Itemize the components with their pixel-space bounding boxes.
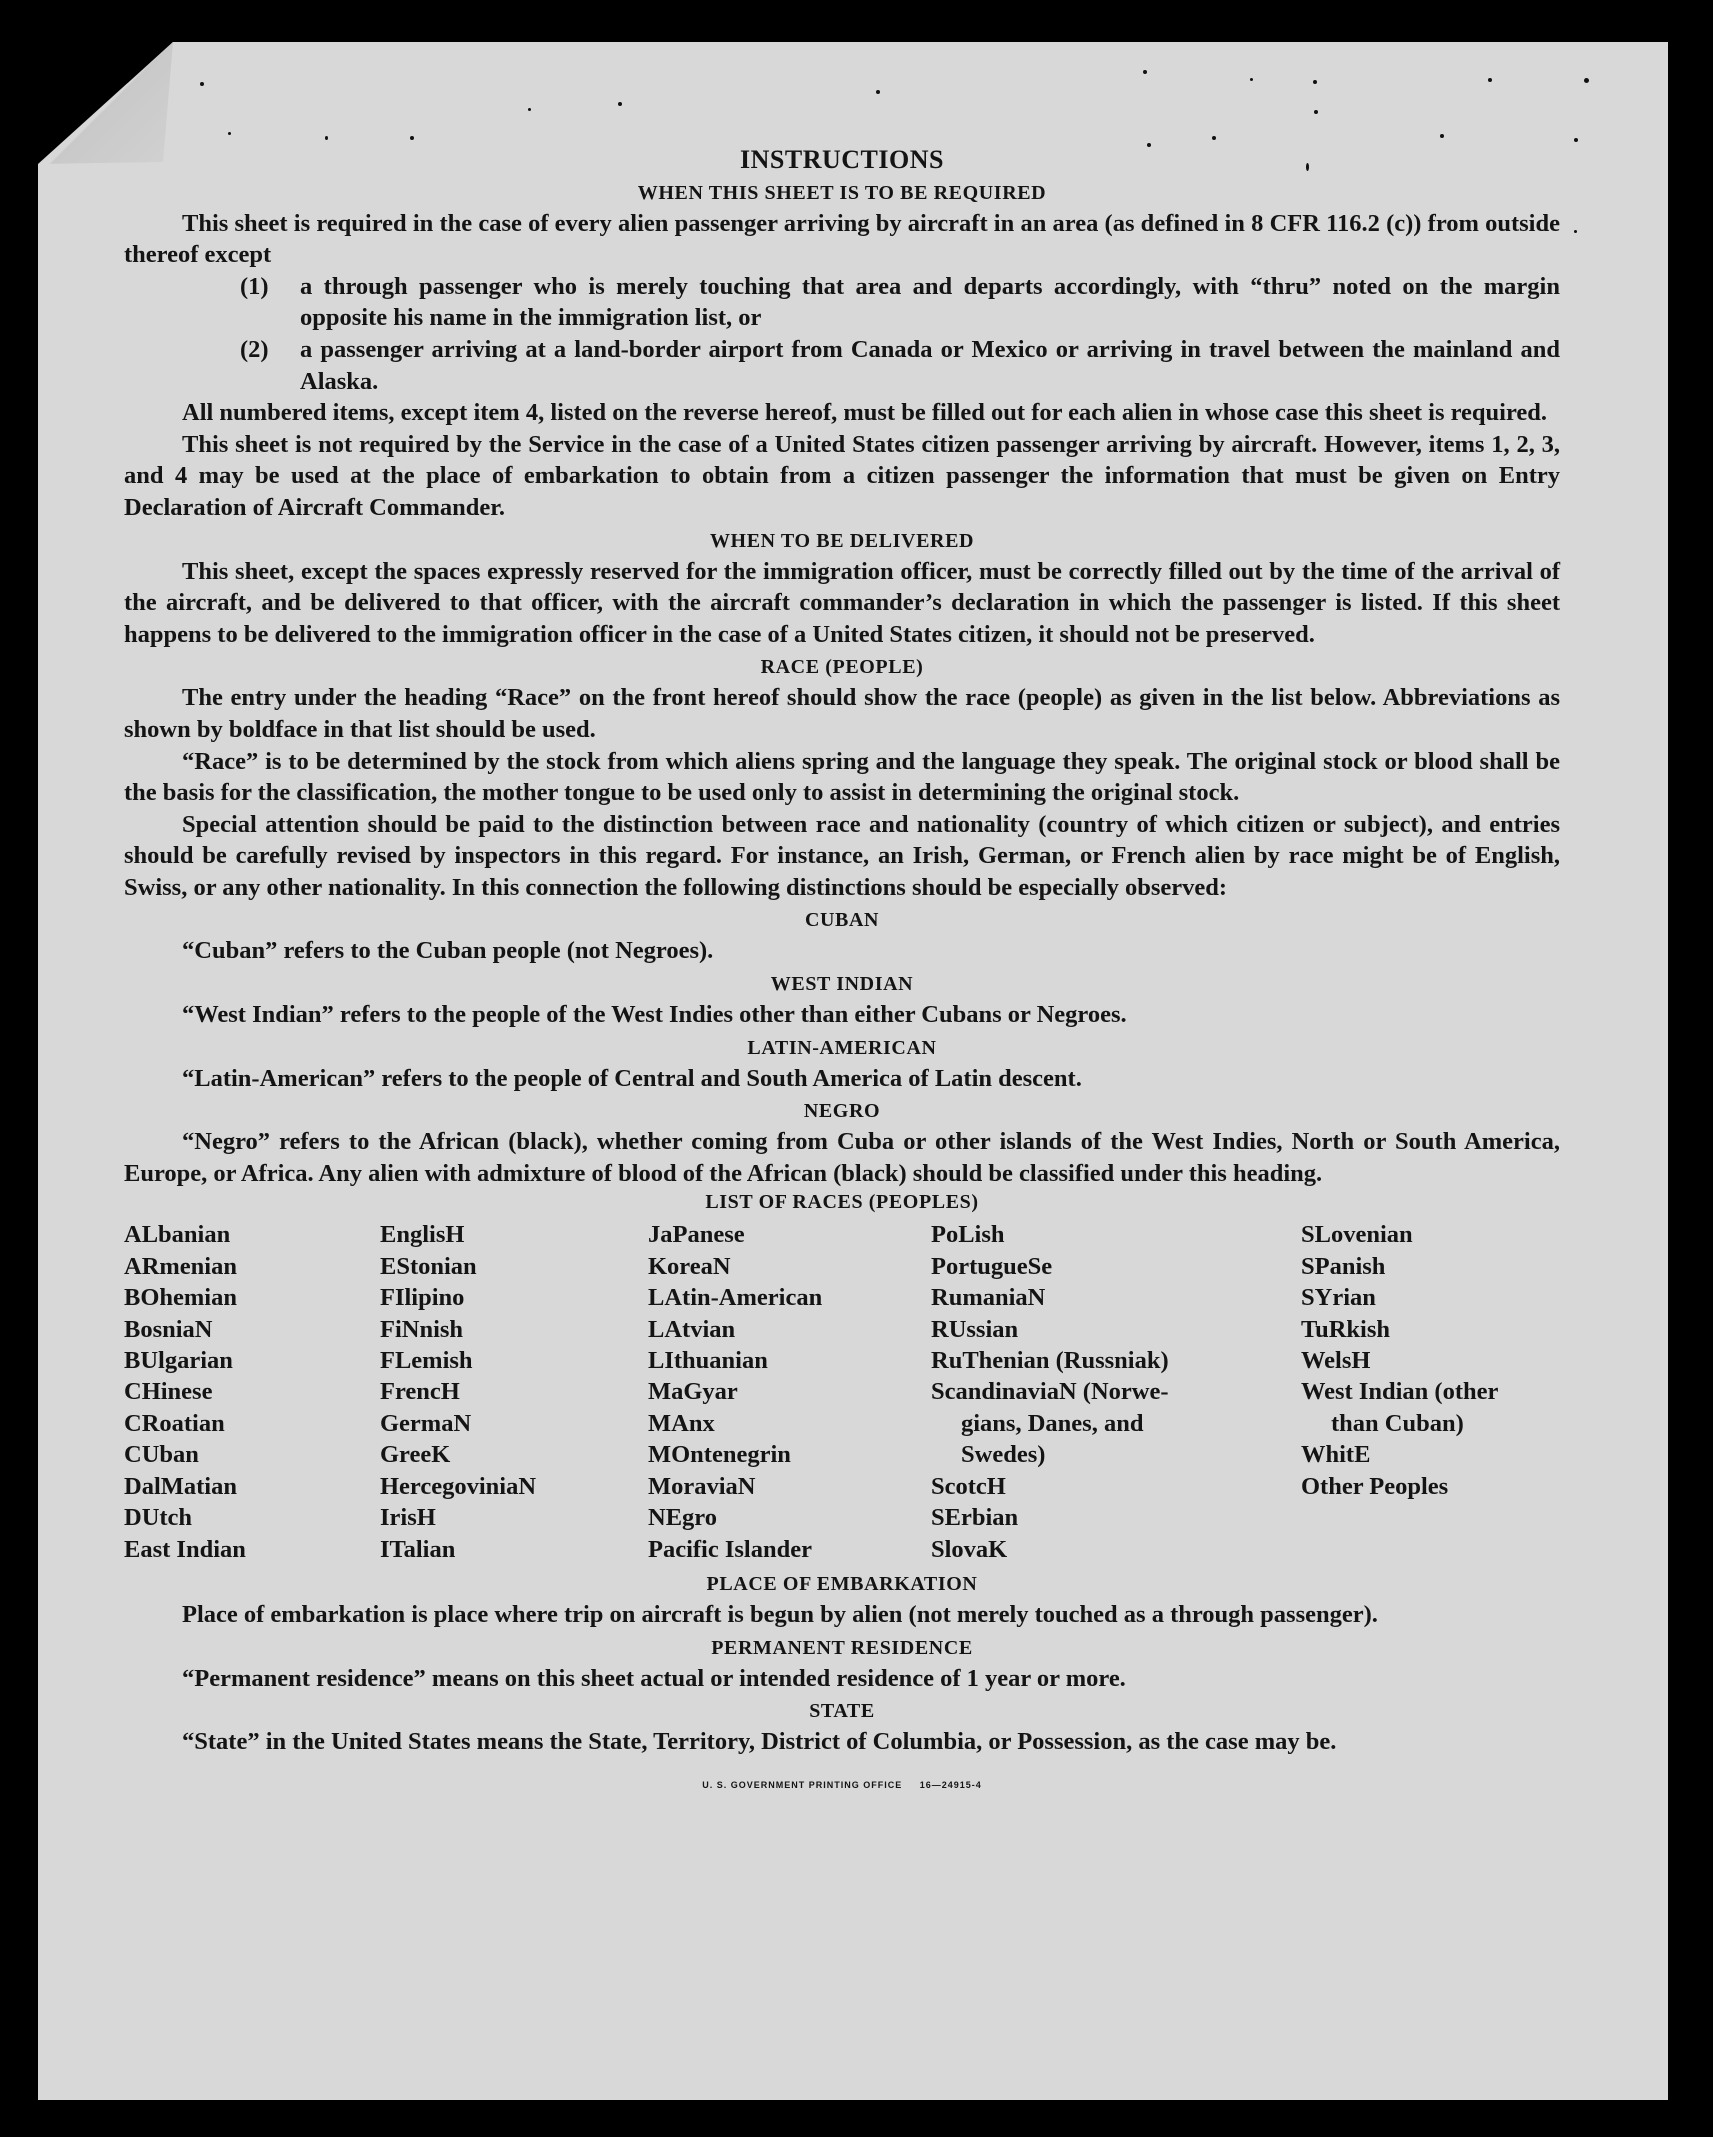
race-item: SErbian xyxy=(931,1504,1019,1532)
race-item: West Indian (other xyxy=(1301,1378,1499,1406)
speck xyxy=(1250,78,1253,81)
race-item: FIlipino xyxy=(380,1284,465,1312)
paragraph: The entry under the heading “Race” on the front hereof should show the race (people) as given in the list below. Abbreviations as shown by boldface in that list should be used. xyxy=(124,684,1560,743)
speck xyxy=(1306,163,1309,171)
speck xyxy=(618,102,622,106)
race-item: SlovaK xyxy=(931,1535,1008,1563)
race-item: Swedes) xyxy=(961,1441,1046,1469)
paragraph: All numbered items, except item 4, listed on the reverse hereof, must be filled out for each alien in whose case this sheet is required. xyxy=(182,399,1548,427)
race-item: FLemish xyxy=(380,1347,473,1375)
list-item xyxy=(240,334,1560,397)
race-item: KoreaN xyxy=(648,1252,731,1280)
heading-latin-american: LATIN-AMERICAN xyxy=(747,1036,937,1059)
race-item: MAnx xyxy=(648,1409,715,1437)
race-item: than Cuban) xyxy=(1331,1409,1464,1437)
race-item: HercegoviniaN xyxy=(380,1472,537,1500)
race-item: ScandinaviaN (Norwe- xyxy=(931,1378,1169,1406)
speck xyxy=(325,136,328,140)
speck xyxy=(1574,138,1578,142)
printer-imprint: U. S. GOVERNMENT PRINTING OFFICE 16—24915-4 xyxy=(702,1779,982,1790)
paragraph: “Race” is to be determined by the stock from which aliens spring and the language they speak. The original stock or blood shall be the basis for the classification, the mother tongue to be used only to assist in determining the original stock. xyxy=(124,747,1560,807)
race-item: SYrian xyxy=(1301,1284,1376,1312)
race-item: MoraviaN xyxy=(648,1472,756,1500)
paragraph: This sheet is required in the case of every alien passenger arriving by aircraft in an area (as defined in 8 CFR 116.2 (c)) from outside thereof except xyxy=(124,209,1560,269)
speck xyxy=(1147,143,1151,147)
race-item: GermaN xyxy=(380,1409,472,1437)
item-text: a passenger arriving at a land-border airport from Canada or Mexico or arriving in travel between the mainland and Alaska. xyxy=(300,335,1560,395)
race-item: ALbanian xyxy=(124,1221,231,1249)
paragraph: “Negro” refers to the African (black), whether coming from Cuba or other islands of the West Indies, North or South America, Europe, or Africa. Any alien with admixture of blood of the African (black) should be classified under this heading. xyxy=(124,1128,1560,1187)
race-item: GreeK xyxy=(380,1441,451,1469)
paragraph: “Permanent residence” means on this sheet actual or intended residence of 1 year or more. xyxy=(182,1664,1126,1692)
speck xyxy=(1212,136,1216,140)
race-item: RuThenian (Russniak) xyxy=(931,1347,1169,1375)
race-item: SLovenian xyxy=(1301,1221,1413,1249)
race-item: Other Peoples xyxy=(1301,1472,1449,1500)
race-item: BosniaN xyxy=(124,1315,213,1343)
speck xyxy=(1143,70,1147,74)
instructions-content xyxy=(124,140,1560,1801)
race-item: CUban xyxy=(124,1441,199,1469)
races-column-1 xyxy=(124,1219,380,1564)
races-list xyxy=(124,1219,1560,1564)
race-item: NEgro xyxy=(648,1504,717,1532)
race-item: TuRkish xyxy=(1301,1315,1391,1343)
race-item: CRoatian xyxy=(124,1409,225,1437)
heading-embarkation: PLACE OF EMBARKATION xyxy=(706,1572,978,1595)
race-item: LAtin-American xyxy=(648,1284,823,1312)
race-item: WelsH xyxy=(1301,1347,1371,1375)
heading-negro: NEGRO xyxy=(803,1100,881,1123)
race-item: JaPanese xyxy=(648,1221,745,1249)
race-item: BOhemian xyxy=(124,1284,237,1312)
paragraph: This sheet, except the spaces expressly reserved for the immigration officer, must be correctly filled out by the time of the arrival of the aircraft, and be delivered to that officer, with the aircraft commander’s declaration in which the passenger is listed. If this sheet happens to be delivered to the immigration officer in the case of a United States citizen, it should not be preserved. xyxy=(124,557,1560,648)
race-item: DUtch xyxy=(124,1504,193,1532)
race-item: EnglisH xyxy=(380,1221,465,1249)
race-item: FiNnish xyxy=(380,1315,464,1343)
paragraph: “Latin-American” refers to the people of Central and South America of Latin descent. xyxy=(182,1064,1082,1092)
heading-state: STATE xyxy=(809,1700,875,1723)
race-item: FrencH xyxy=(380,1378,460,1406)
item-number: (1) xyxy=(240,272,269,300)
race-item: ARmenian xyxy=(124,1252,237,1280)
heading-races-list: LIST OF RACES (PEOPLES) xyxy=(705,1191,979,1214)
paragraph: “Cuban” refers to the Cuban people (not Negroes). xyxy=(182,937,714,965)
race-item: PoLish xyxy=(931,1221,1005,1249)
race-item: LIthuanian xyxy=(648,1347,768,1375)
races-column-4 xyxy=(931,1219,1301,1564)
race-item: East Indian xyxy=(124,1535,246,1563)
heading-when-required: WHEN THIS SHEET IS TO BE REQUIRED xyxy=(637,181,1047,204)
race-item: RUssian xyxy=(931,1315,1019,1343)
race-item: IrisH xyxy=(380,1504,436,1532)
heading-race: RACE (PEOPLE) xyxy=(760,656,924,679)
item-number: (2) xyxy=(240,335,269,363)
page-title: INSTRUCTIONS xyxy=(740,145,944,174)
races-column-3 xyxy=(648,1219,931,1564)
race-item: LAtvian xyxy=(648,1315,736,1343)
race-item: MaGyar xyxy=(648,1378,738,1406)
race-item: gians, Danes, and xyxy=(961,1409,1144,1437)
speck xyxy=(1488,78,1492,82)
speck xyxy=(228,132,231,135)
speck xyxy=(1440,134,1444,138)
speck xyxy=(528,108,531,111)
paragraph: “State” in the United States means the State, Territory, District of Columbia, or Possession, as the case may be. xyxy=(182,1728,1337,1756)
speck xyxy=(876,90,880,94)
heading-cuban: CUBAN xyxy=(804,909,880,932)
speck xyxy=(1314,110,1318,114)
speck xyxy=(1574,230,1577,233)
race-item: RumaniaN xyxy=(931,1284,1046,1312)
speck xyxy=(1584,78,1589,83)
race-item: PortugueSe xyxy=(931,1252,1053,1280)
race-item: MOntenegrin xyxy=(648,1441,791,1469)
race-item: SPanish xyxy=(1301,1252,1386,1280)
race-item: Pacific Islander xyxy=(648,1535,812,1563)
item-text: a through passenger who is merely touching that area and departs accordingly, with “thru” noted on the margin opposite his name in the immigration list, or xyxy=(300,272,1560,332)
paragraph: Special attention should be paid to the distinction between race and nationality (country of which citizen or subject), and entries should be carefully revised by inspectors in this regard. For instance, an Irish, German, or French alien by race might be of English, Swiss, or any other nationality. In this connection the following distinctions should be especially observed: xyxy=(124,810,1560,901)
paragraph: This sheet is not required by the Service in the case of a United States citizen passenger arriving by aircraft. However, items 1, 2, 3, and 4 may be used at the place of embarkation to obtain from a citizen passenger the information that must be given on Entry Declaration of Aircraft Commander. xyxy=(124,430,1560,521)
race-item: ScotcH xyxy=(931,1472,1006,1500)
paragraph: “West Indian” refers to the people of the West Indies other than either Cubans or Negroes. xyxy=(182,1001,1127,1029)
heading-residence: PERMANENT RESIDENCE xyxy=(711,1636,973,1659)
heading-when-delivered: WHEN TO BE DELIVERED xyxy=(709,529,975,552)
races-column-2 xyxy=(380,1219,648,1564)
race-item: CHinese xyxy=(124,1378,213,1406)
race-item: ITalian xyxy=(380,1535,456,1563)
speck xyxy=(1313,80,1317,84)
speck xyxy=(200,82,204,86)
paragraph: Place of embarkation is place where trip on aircraft is begun by alien (not merely touched as a through passenger). xyxy=(182,1600,1378,1628)
race-item: EStonian xyxy=(380,1252,477,1280)
list-item xyxy=(240,271,1560,334)
races-column-5 xyxy=(1301,1219,1560,1564)
race-item: WhitE xyxy=(1301,1441,1371,1469)
race-item: BUlgarian xyxy=(124,1347,233,1375)
race-item: DalMatian xyxy=(124,1472,237,1500)
speck xyxy=(410,136,414,140)
heading-west-indian: WEST INDIAN xyxy=(770,973,914,996)
